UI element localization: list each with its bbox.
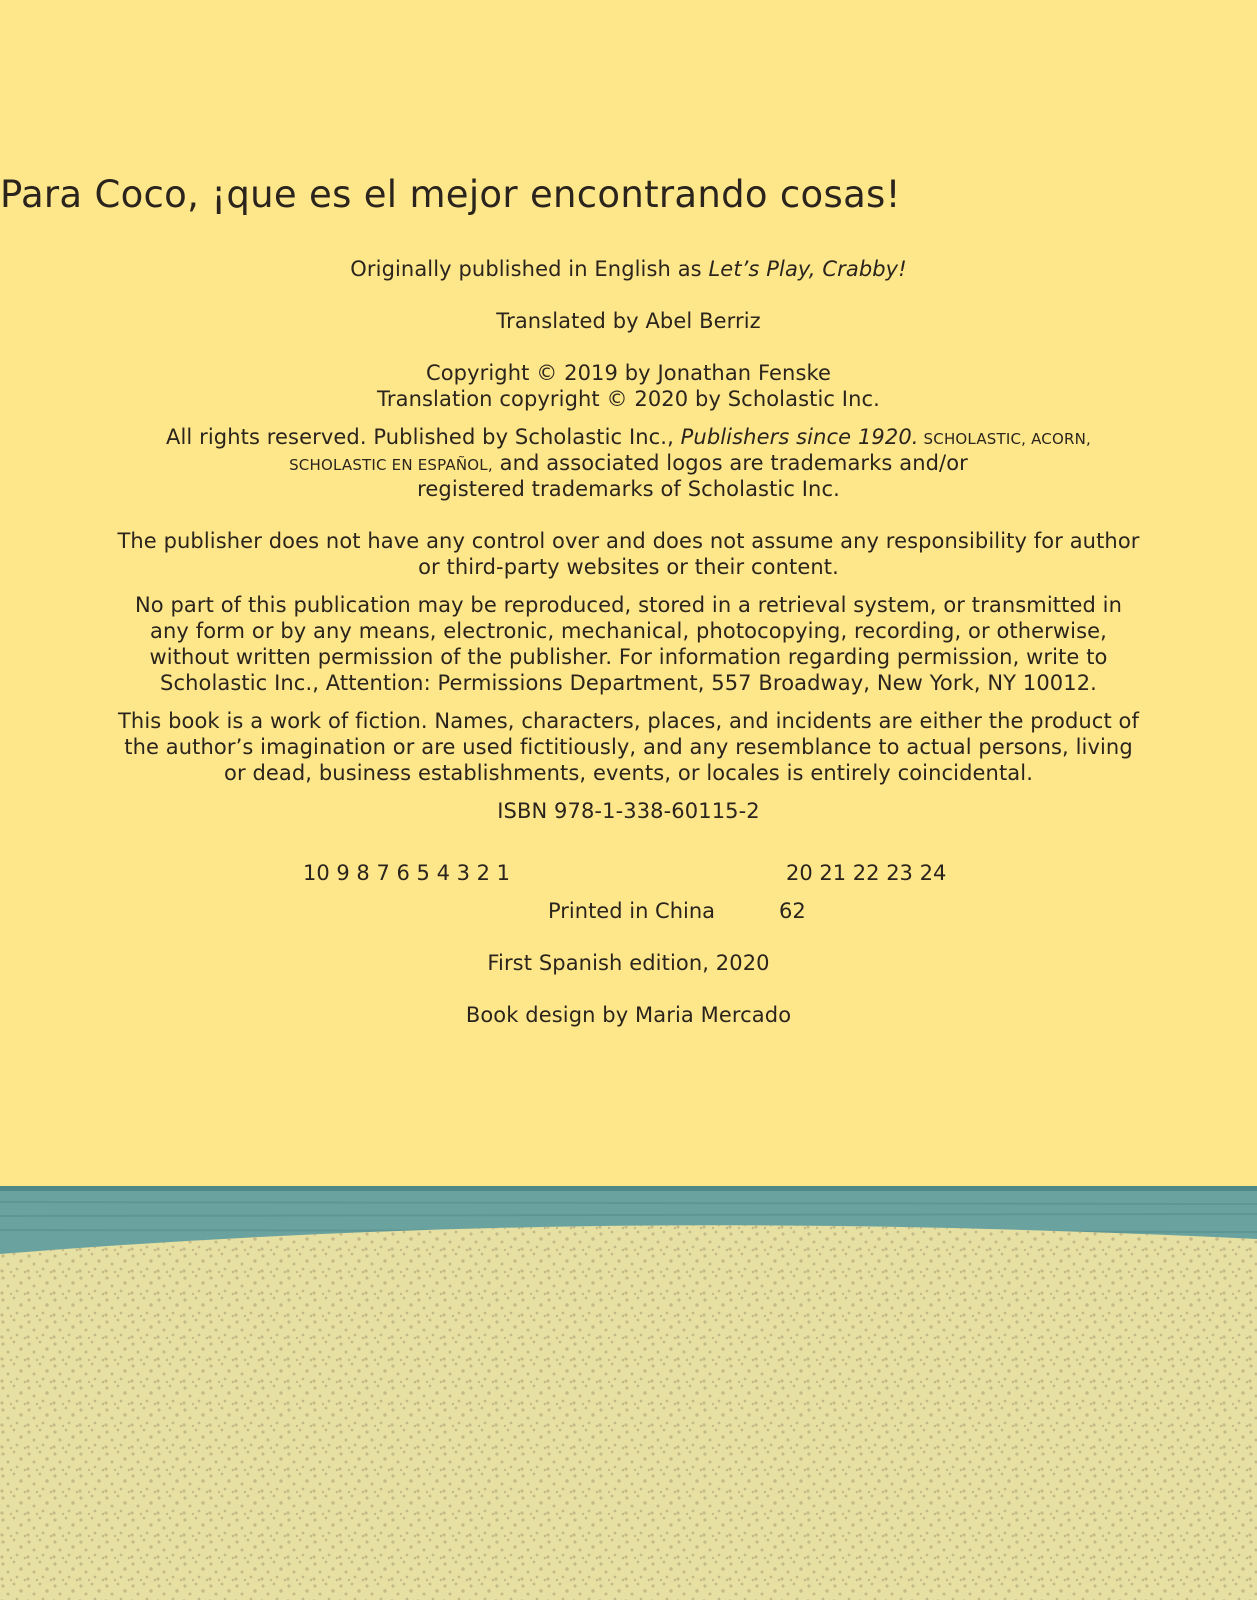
rights-line-2 <box>0 450 1257 479</box>
printing-numbers: 10 9 8 7 6 5 4 3 2 1 <box>303 861 511 885</box>
original-title: Let’s Play, Crabby! <box>708 257 907 281</box>
water-edge <box>0 1186 1257 1191</box>
beach-illustration <box>0 1186 1257 1600</box>
rights-line-1 <box>0 424 1257 453</box>
disclaimer-line-2: or third-party websites or their content. <box>418 555 839 579</box>
book-design-credit: Book design by Maria Mercado <box>465 1003 792 1027</box>
fiction-line-2: the author’s imagination or are used fictitiously, and any resemblance to actual persons, living <box>124 735 1133 759</box>
rights-trademark-text: and associated logos are trademarks and/or <box>492 451 968 475</box>
reproduction-line-1: No part of this publication may be reproduced, stored in a retrieval system, or transmitted in <box>134 593 1123 617</box>
year-numbers: 20 21 22 23 24 <box>786 861 947 885</box>
disclaimer-line-1: The publisher does not have any control over and does not assume any responsibility for author <box>117 529 1140 553</box>
reproduction-line-4: Scholastic Inc., Attention: Permissions Department, 557 Broadway, New York, NY 10012. <box>160 671 1097 695</box>
fiction-line-1: This book is a work of fiction. Names, characters, places, and incidents are either the product of <box>118 709 1139 733</box>
original-publication-prefix: Originally published in English as <box>350 257 709 281</box>
rights-italic: Publishers since 1920. <box>680 425 919 449</box>
trademark-name-espanol: SCHOLASTIC EN ESPAÑOL, <box>289 456 493 474</box>
original-publication-line <box>0 256 1257 283</box>
copyright-line: Copyright © 2019 by Jonathan Fenske <box>425 361 832 385</box>
dedication: Para Coco, ¡que es el mejor encontrando cosas! <box>0 173 901 216</box>
translation-copyright-line: Translation copyright © 2020 by Scholastic Inc. <box>377 387 880 411</box>
printer-code: 62 <box>779 899 806 923</box>
fiction-line-3: or dead, business establishments, events, or locales is entirely coincidental. <box>224 761 1033 785</box>
rights-line-3: registered trademarks of Scholastic Inc. <box>417 477 840 501</box>
translator-credit: Translated by Abel Berriz <box>496 309 761 333</box>
printed-in: Printed in China <box>548 899 716 923</box>
trademark-names: SCHOLASTIC, ACORN, <box>918 430 1091 448</box>
rights-text: All rights reserved. Published by Scholastic Inc., <box>166 425 681 449</box>
reproduction-line-3: without written permission of the publisher. For information regarding permission, write to <box>149 645 1108 669</box>
isbn: ISBN 978-1-338-60115-2 <box>497 799 760 823</box>
edition: First Spanish edition, 2020 <box>487 951 770 975</box>
reproduction-line-2: any form or by any means, electronic, mechanical, photocopying, recording, or otherwise, <box>150 619 1107 643</box>
sand-texture <box>0 1225 1257 1600</box>
